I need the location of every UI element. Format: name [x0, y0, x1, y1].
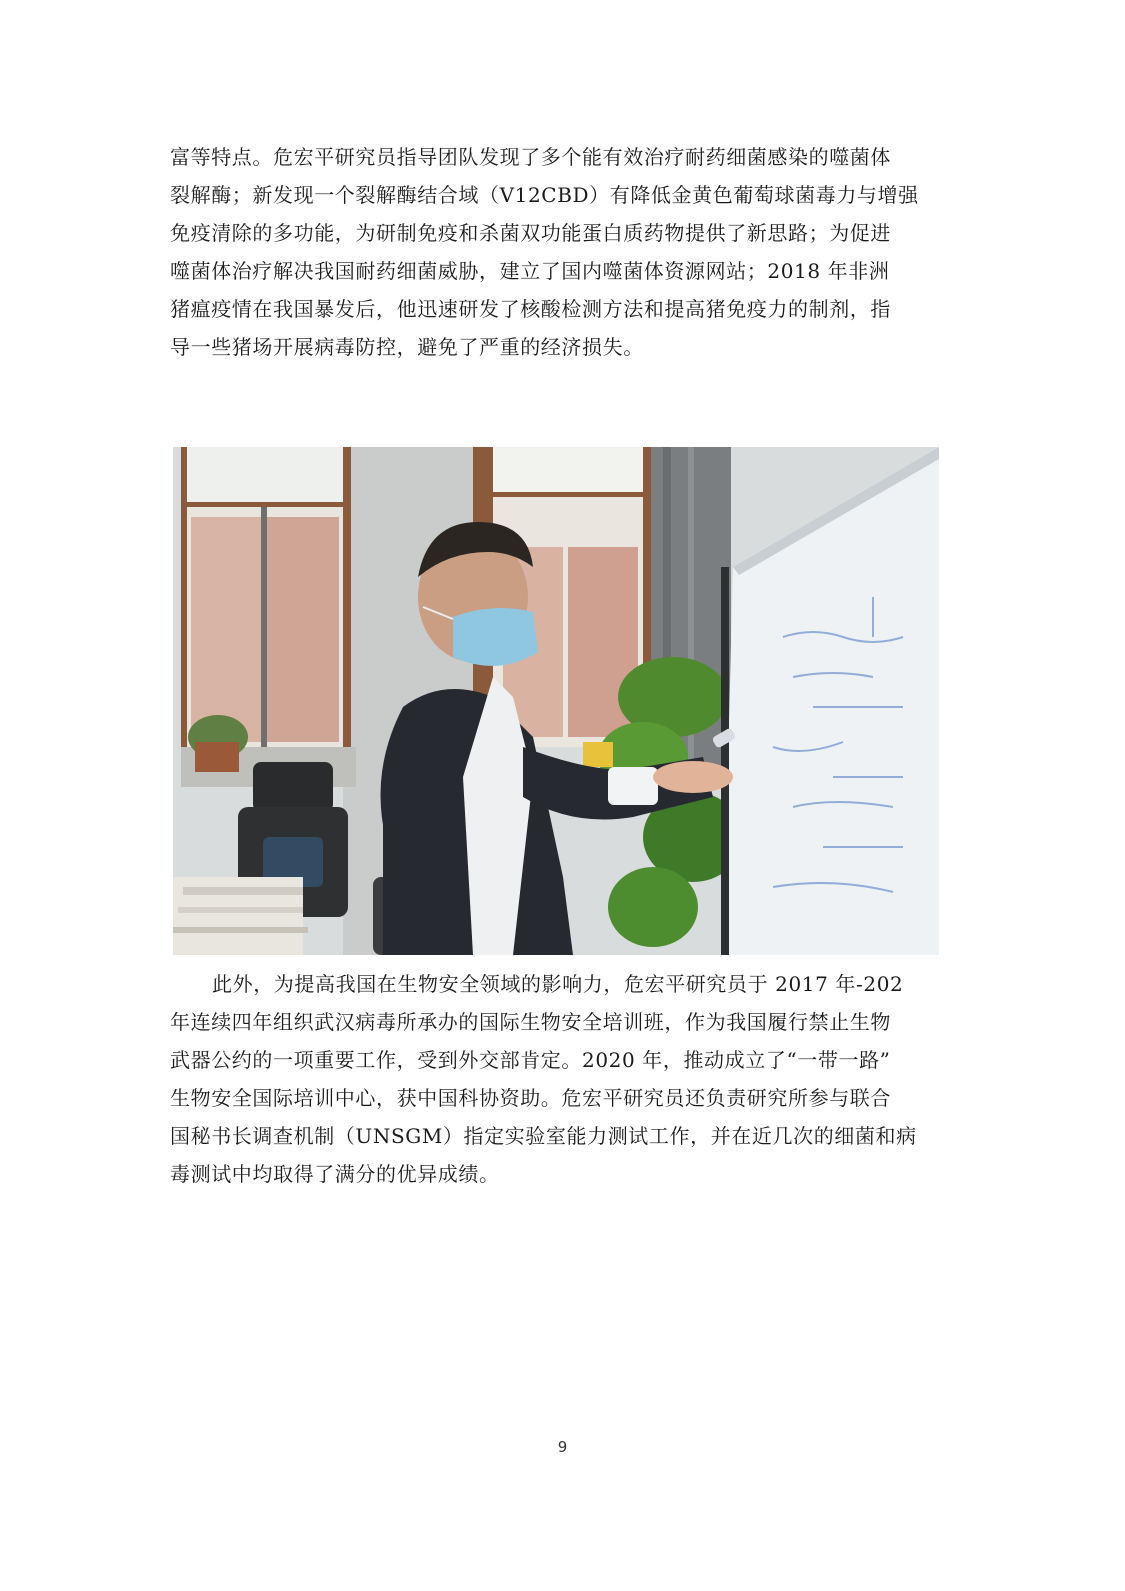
paragraph-line: 此外，为提高我国在生物安全领域的影响力，危宏平研究员于 2017 年-202	[212, 972, 904, 996]
paragraph-2	[170, 965, 945, 1193]
paragraph-line: 武器公约的一项重要工作，受到外交部肯定。2020 年，推动成立了“一带一路”	[170, 1048, 891, 1072]
paragraph-line: 生物安全国际培训中心，获中国科协资助。危宏平研究员还负责研究所参与联合	[170, 1086, 891, 1110]
paragraph-line: 富等特点。危宏平研究员指导团队发现了多个能有效治疗耐药细菌感染的噬菌体	[170, 145, 891, 169]
paragraph-line: 裂解酶；新发现一个裂解酶结合域（V12CBD）有降低金黄色葡萄球菌毒力与增强	[170, 183, 919, 207]
paragraph-line: 免疫清除的多功能，为研制免疫和杀菌双功能蛋白质药物提供了新思路；为促进	[170, 221, 891, 245]
page-number: 9	[557, 1438, 568, 1456]
paragraph-line: 猪瘟疫情在我国暴发后，他迅速研发了核酸检测方法和提高猪免疫力的制剂，指	[170, 297, 891, 321]
paragraph-line: 毒测试中均取得了满分的优异成绩。	[170, 1162, 500, 1186]
paragraph-line: 导一些猪场开展病毒防控，避免了严重的经济损失。	[170, 335, 644, 359]
paragraph-line: 国秘书长调查机制（UNSGM）指定实验室能力测试工作，并在近几次的细菌和病	[170, 1124, 917, 1148]
paragraph-line: 年连续四年组织武汉病毒所承办的国际生物安全培训班，作为我国履行禁止生物	[170, 1010, 891, 1034]
photo-researcher-at-whiteboard	[173, 447, 939, 955]
paragraph-1	[170, 138, 945, 366]
paragraph-line: 噬菌体治疗解决我国耐药细菌威胁，建立了国内噬菌体资源网站；2018 年非洲	[170, 259, 890, 283]
